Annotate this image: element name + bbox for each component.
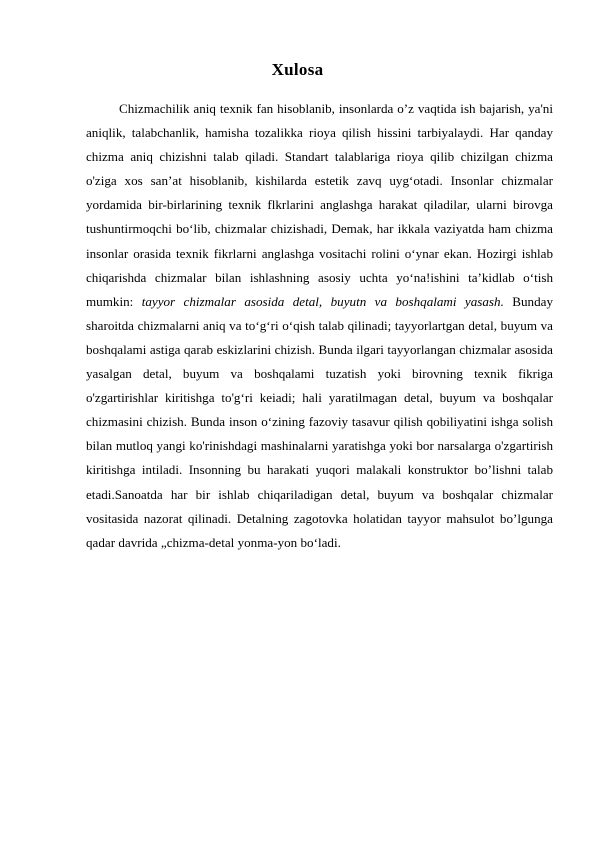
paragraph-italic-phrase: tayyor chizmalar asosida detal, buyutn va boshqalami yasash.	[141, 293, 504, 309]
body-text	[86, 97, 553, 555]
page-title: Xulosa	[271, 60, 324, 79]
conclusion-paragraph	[86, 97, 553, 555]
paragraph-text-start: Chizmachilik aniq texnik fan hisoblanib, insonlarda o’z vaqtida ish bajarish, ya'ni aniqlik, talabchanlik, hamisha tozalikka rioya qilish hissini tarbiyalaydi. Har qanday chizma aniq chizishni talab qiladi. Standart talablariga rioya qilib chizilgan chizma o'ziga xos san’at hisoblanib, kishilarda estetik zavq uyg‘otadi. Insonlar chizmalar yordamida bir-birlarining texnik flkrlarini anglashga harakat qiladilar, ularni birovga tushuntirmoqchi bo‘lib, chizmalar chizishadi, Demak, har ikkala vaziyatda ham chizma insonlar orasida texnik fikrlarni anglashga vositachi rolini o‘ynar ekan. Hozirgi ishlab chiqarishda chizmalar bilan ishlashning asosiy uchta yo‘na!ishini ta’kidlab o‘tish mumkin:	[86, 101, 553, 309]
paragraph-text-end: Bunday sharoitda chizmalarni aniq va to‘g‘ri o‘qish talab qilinadi; tayyorlartgan detal, buyum va boshqalami astiga qarab eskizlarini chizish. Bunda ilgari tayyorlangan chizmalar asosida yasalgan detal, buyum va boshqalami tuzatish yoki birovning texnik fikriga o'zgartirishlar kiritishga to'g‘ri keiadi; hali yaratilmagan detal, buyum va boshqalar chizmasini chizish. Bunda inson o‘zining fazoviy tasavur qilish qobiliyatini ishga solish bilan mutloq yangi ko'rinishdagi mashinalarni yaratishga yoki bor narsalarga o'zgartirish kiritishga intiladi. Insonning bu harakati yuqori malakali konstruktor bo’lishni talab etadi.Sanoatda har bir ishlab chiqariladigan detal, buyum va boshqalar chizmalar vositasida nazorat qilinadi. Detalning zagotovka holatidan tayyor mahsulot bo’lgunga qadar davrida „chizma-detal yonma-yon bo‘ladi.	[86, 293, 553, 550]
